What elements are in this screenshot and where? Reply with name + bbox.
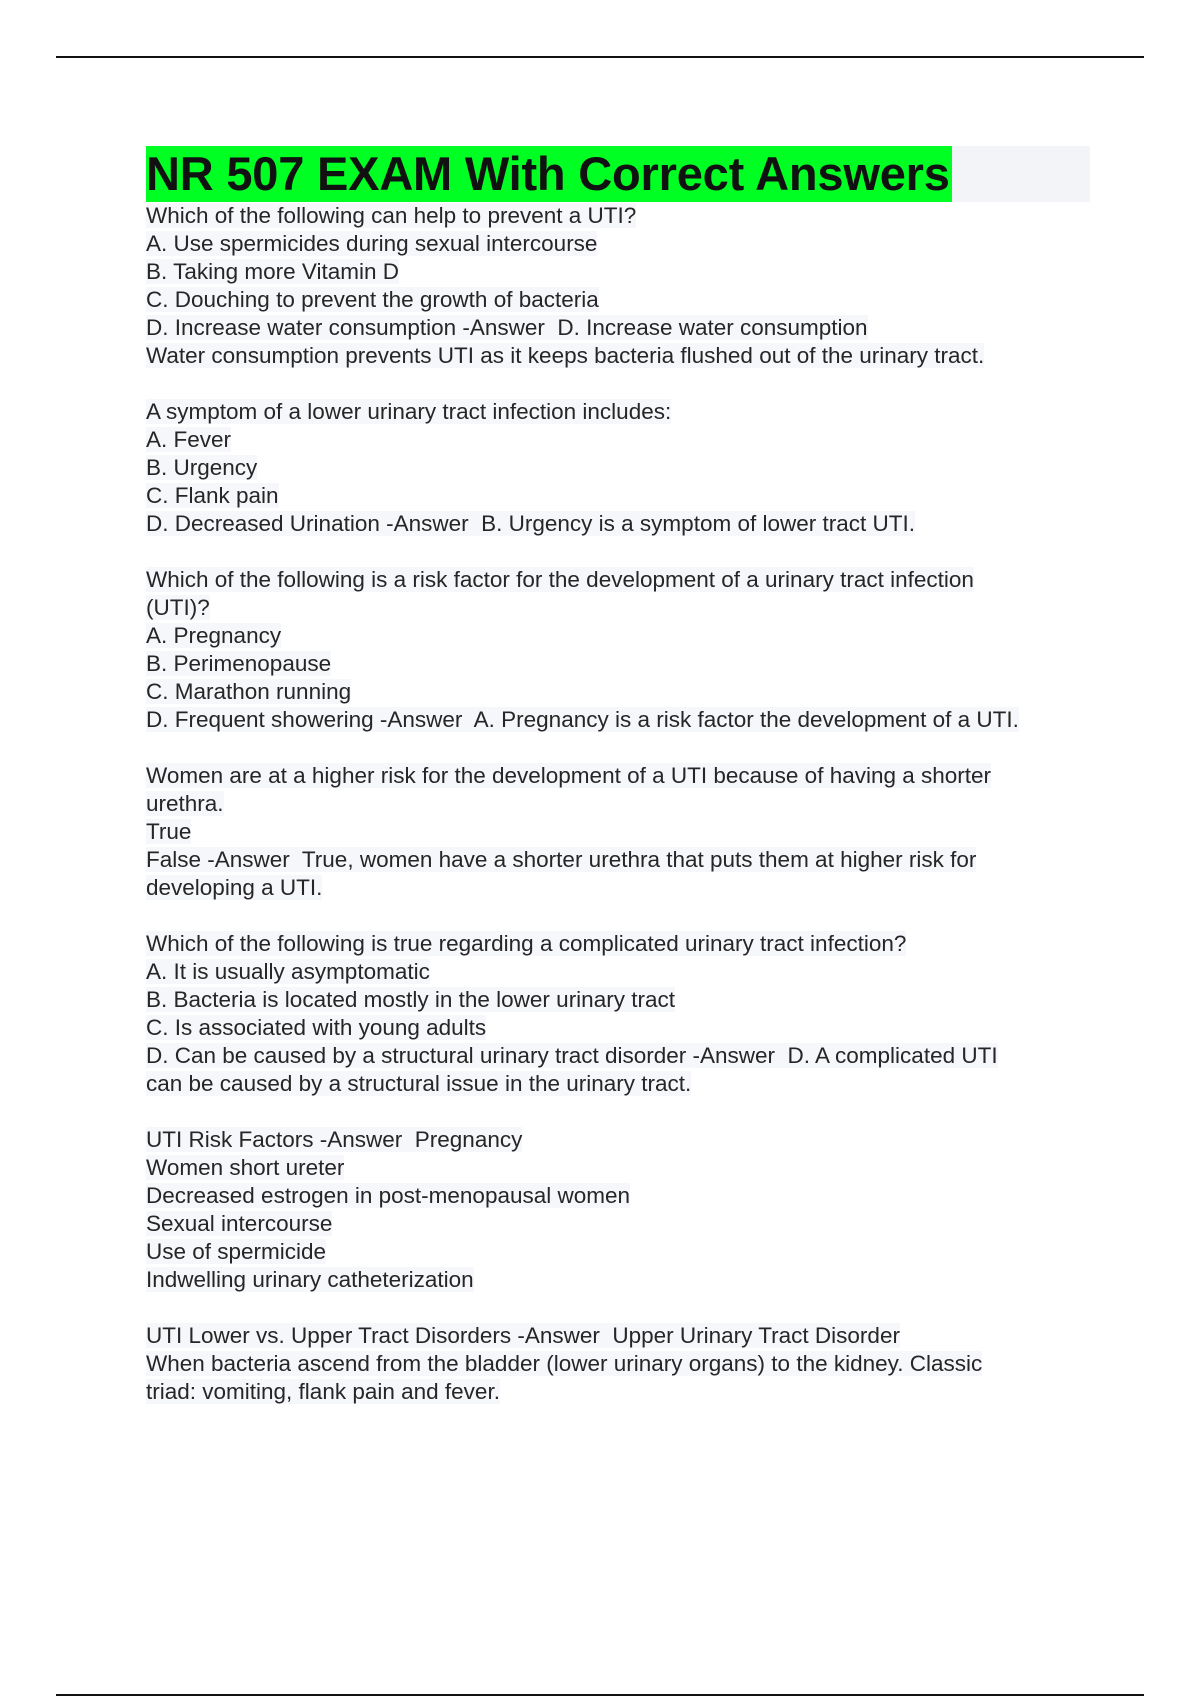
text-line: Women are at a higher risk for the development of a UTI because of having a shorter	[146, 763, 992, 788]
question-block-2	[146, 398, 1090, 538]
question-block-4	[146, 762, 1090, 902]
text-line: False -Answer True, women have a shorter urethra that puts them at higher risk for	[146, 847, 977, 872]
text-line: can be caused by a structural issue in the urinary tract.	[146, 1071, 692, 1096]
question-block-7	[146, 1322, 1090, 1406]
header-rule	[56, 56, 1144, 58]
text-line: A. Use spermicides during sexual intercourse	[146, 231, 598, 256]
text-line: Women short ureter	[146, 1155, 345, 1180]
text-line: B. Perimenopause	[146, 651, 332, 676]
spacer	[146, 902, 1090, 930]
text-line: Water consumption prevents UTI as it keeps bacteria flushed out of the urinary tract.	[146, 343, 985, 368]
text-line: D. Increase water consumption -Answer D. Increase water consumption	[146, 315, 868, 340]
text-line: triad: vomiting, flank pain and fever.	[146, 1379, 500, 1404]
text-line: Which of the following is true regarding a complicated urinary tract infection?	[146, 931, 907, 956]
text-line: C. Flank pain	[146, 483, 279, 508]
text-line: UTI Lower vs. Upper Tract Disorders -Answer Upper Urinary Tract Disorder	[146, 1323, 900, 1348]
spacer	[146, 1294, 1090, 1322]
spacer	[146, 538, 1090, 566]
text-line: A. Pregnancy	[146, 623, 282, 648]
text-line: C. Marathon running	[146, 679, 352, 704]
title-bar	[146, 146, 1090, 202]
text-line: B. Taking more Vitamin D	[146, 259, 400, 284]
question-block-3	[146, 566, 1090, 734]
text-line: (UTI)?	[146, 595, 210, 620]
text-line: D. Decreased Urination -Answer B. Urgency is a symptom of lower tract UTI.	[146, 511, 915, 536]
document-body	[146, 146, 1090, 1406]
text-line: Decreased estrogen in post-menopausal women	[146, 1183, 631, 1208]
text-line: When bacteria ascend from the bladder (lower urinary organs) to the kidney. Classic	[146, 1351, 983, 1376]
text-line: A. It is usually asymptomatic	[146, 959, 430, 984]
text-line: urethra.	[146, 791, 224, 816]
text-line: C. Douching to prevent the growth of bacteria	[146, 287, 599, 312]
footer-rule	[56, 1694, 1144, 1696]
text-line: B. Bacteria is located mostly in the lower urinary tract	[146, 987, 675, 1012]
page-title: NR 507 EXAM With Correct Answers	[146, 147, 950, 200]
text-line: B. Urgency	[146, 455, 258, 480]
text-line: Sexual intercourse	[146, 1211, 333, 1236]
text-line: D. Can be caused by a structural urinary tract disorder -Answer D. A complicated UTI	[146, 1043, 998, 1068]
text-line: Indwelling urinary catheterization	[146, 1267, 474, 1292]
text-line: True	[146, 819, 192, 844]
question-block-1	[146, 202, 1090, 370]
text-line: Which of the following is a risk factor for the development of a urinary tract infection	[146, 567, 974, 592]
spacer	[146, 1098, 1090, 1126]
spacer	[146, 370, 1090, 398]
text-line: D. Frequent showering -Answer A. Pregnancy is a risk factor the development of a UTI.	[146, 707, 1019, 732]
text-line: UTI Risk Factors -Answer Pregnancy	[146, 1127, 523, 1152]
question-block-6	[146, 1126, 1090, 1294]
text-line: A. Fever	[146, 427, 232, 452]
text-line: C. Is associated with young adults	[146, 1015, 487, 1040]
text-line: developing a UTI.	[146, 875, 323, 900]
text-line: Which of the following can help to prevent a UTI?	[146, 203, 637, 228]
text-line: Use of spermicide	[146, 1239, 327, 1264]
question-block-5	[146, 930, 1090, 1098]
spacer	[146, 734, 1090, 762]
text-line: A symptom of a lower urinary tract infection includes:	[146, 399, 672, 424]
